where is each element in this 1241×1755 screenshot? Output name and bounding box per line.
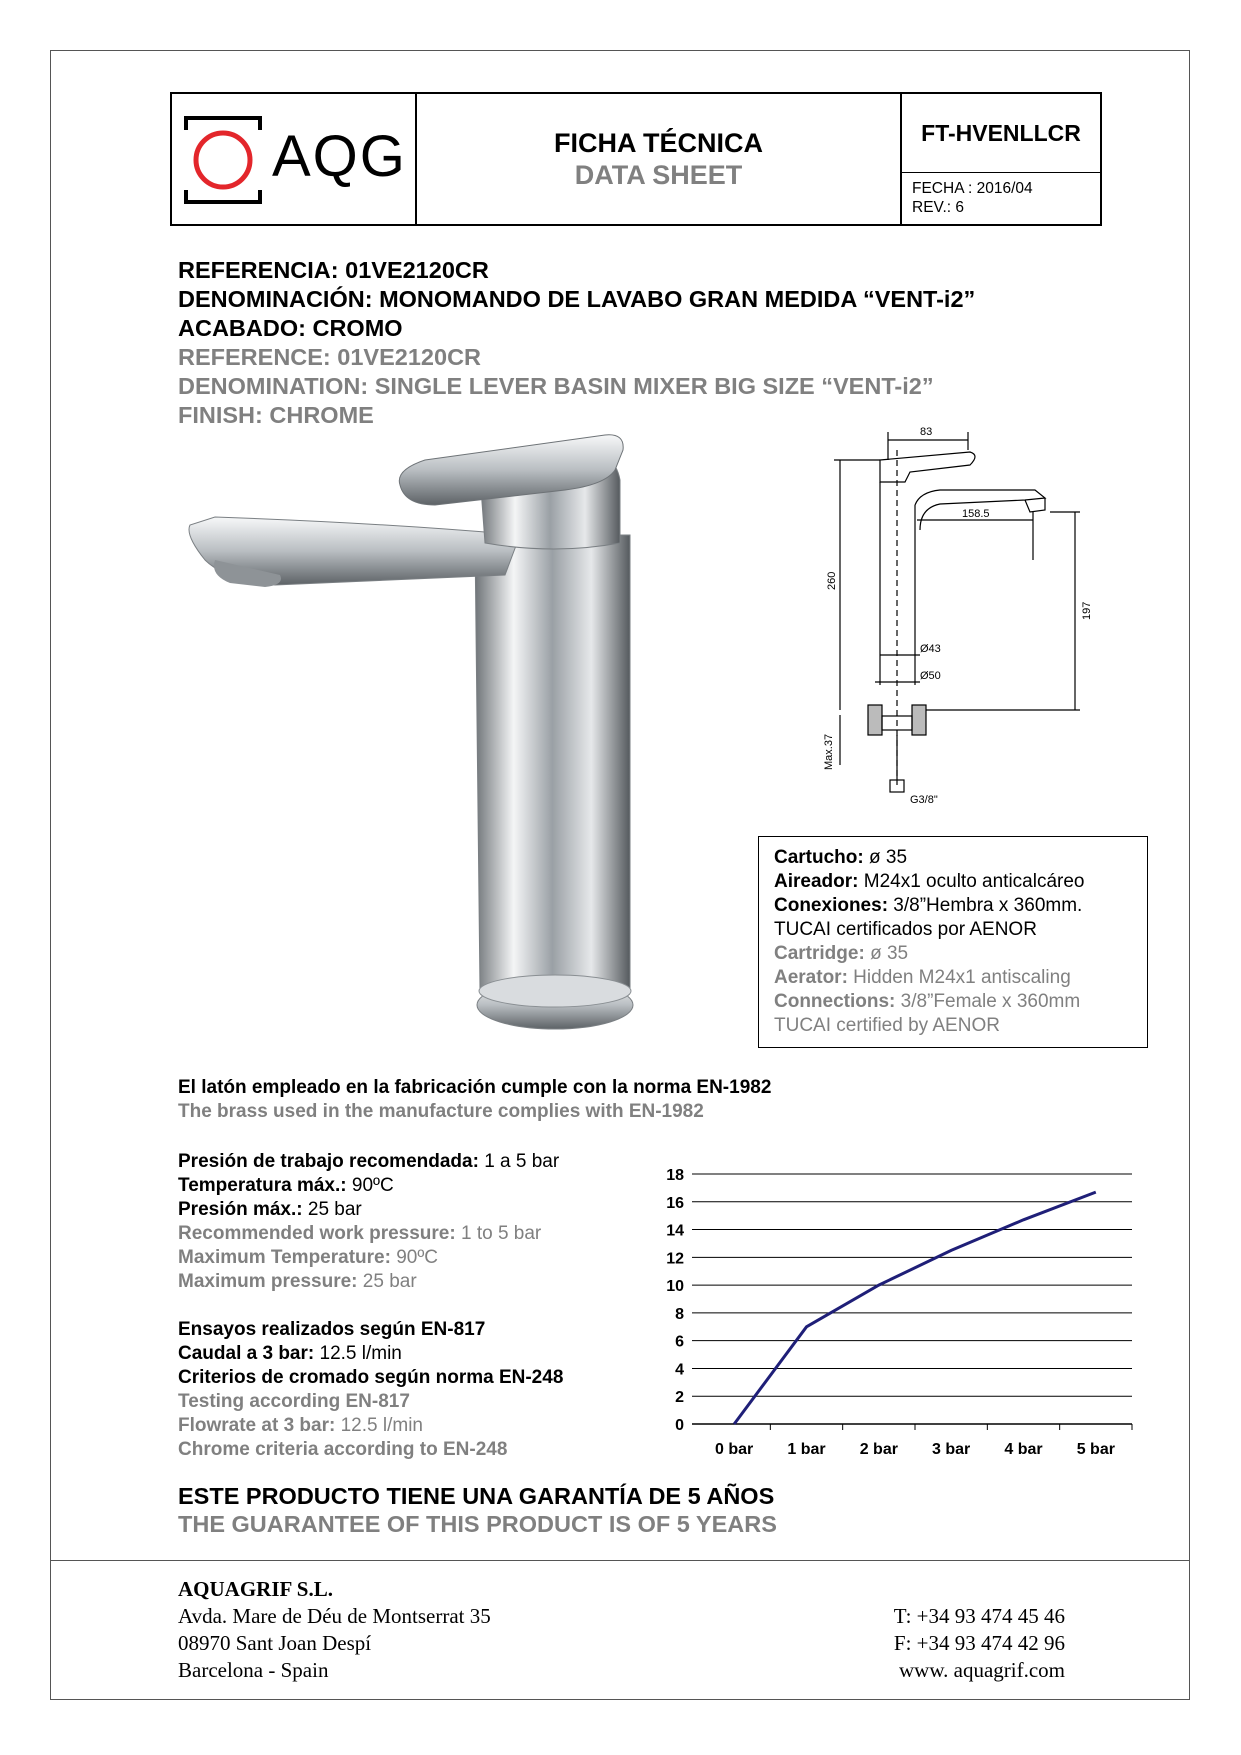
chart-y-tick-label: 18 <box>666 1167 684 1184</box>
finish-es: ACABADO: CROMO <box>178 315 403 341</box>
footer-contact <box>850 1603 1065 1684</box>
logo-text: AQG <box>272 124 407 189</box>
document-code: FT-HVENLLCR <box>902 94 1100 173</box>
chart-y-tick-label: 10 <box>666 1278 684 1296</box>
dim-diam-43: Ø43 <box>920 643 941 655</box>
flowrate-en: Flowrate at 3 bar: 12.5 l/min <box>178 1415 423 1436</box>
footer-divider <box>50 1560 1190 1561</box>
chart-series-line <box>734 1192 1096 1424</box>
chart-y-tick-label: 0 <box>675 1417 684 1434</box>
spec-connections-en: Connections: 3/8”Female x 360mm <box>774 991 1081 1012</box>
address-line-1: Avda. Mare de Déu de Montserrat 35 <box>178 1604 491 1628</box>
chart-y-tick-label: 6 <box>675 1333 684 1351</box>
specs-box <box>758 836 1148 1048</box>
chart-x-tick-label: 0 bar <box>715 1441 754 1458</box>
chrome-criteria-en: Chrome criteria according to EN-248 <box>178 1439 508 1460</box>
logo-cell <box>172 94 417 224</box>
phone: T: +34 93 474 45 46 <box>893 1604 1065 1628</box>
title-es: FICHA TÉCNICA <box>554 128 763 158</box>
flowrate-es: Caudal a 3 bar: 12.5 l/min <box>178 1343 402 1364</box>
pressure-max-es: Presión máx.: 25 bar <box>178 1199 362 1220</box>
chart-x-tick-label: 3 bar <box>932 1441 971 1458</box>
chart-x-tick-label: 1 bar <box>787 1441 826 1458</box>
chart-y-tick-label: 8 <box>675 1305 684 1323</box>
footer-address <box>178 1576 491 1684</box>
chart-y-tick-label: 4 <box>675 1361 684 1379</box>
dim-197: 197 <box>1081 601 1093 620</box>
guarantee-en: THE GUARANTEE OF THIS PRODUCT IS OF 5 YEARS <box>178 1511 777 1537</box>
chart-y-tick-label: 12 <box>666 1250 684 1268</box>
faucet-photo <box>185 425 645 1045</box>
guarantee-es: ESTE PRODUCTO TIENE UNA GARANTÍA DE 5 AÑOS <box>178 1483 775 1509</box>
flow-chart <box>650 1160 1150 1470</box>
spec-cartridge-en: Cartridge: ø 35 <box>774 943 909 964</box>
pressure-work-en: Recommended work pressure: 1 to 5 bar <box>178 1223 542 1244</box>
title-cell <box>417 94 902 224</box>
spec-tucai-en: TUCAI certified by AENOR <box>774 1015 1000 1036</box>
chart-x-tick-label: 5 bar <box>1076 1441 1115 1458</box>
brass-en: The brass used in the manufacture complies with EN-1982 <box>178 1101 704 1122</box>
pressure-block <box>178 1150 559 1294</box>
website-link[interactable]: www. aquagrif.com <box>898 1658 1065 1682</box>
spec-tucai-es: TUCAI certificados por AENOR <box>774 919 1037 940</box>
ref-en: REFERENCE: 01VE2120CR <box>178 344 482 370</box>
address-line-2: 08970 Sant Joan Despí <box>178 1631 372 1655</box>
dim-g-3-8: G3/8" <box>910 794 938 806</box>
reference-block <box>178 256 975 430</box>
chart-y-tick-label: 16 <box>666 1194 684 1212</box>
fax: F: +34 93 474 42 96 <box>893 1631 1065 1655</box>
spec-aerator-en: Aerator: Hidden M24x1 antiscaling <box>774 967 1071 988</box>
spec-cartridge-es: Cartucho: ø 35 <box>774 847 908 868</box>
header-table <box>170 92 1102 226</box>
spec-aerator-es: Aireador: M24x1 oculto anticalcáreo <box>774 871 1085 892</box>
guarantee-block <box>178 1482 777 1538</box>
dim-260: 260 <box>826 571 838 590</box>
date-rev <box>902 173 1100 224</box>
chart-y-tick-label: 2 <box>675 1389 684 1407</box>
revision: REV.: 6 <box>912 199 964 216</box>
denomination-es: DENOMINACIÓN: MONOMANDO DE LAVABO GRAN MEDIDA “VENT-i2” <box>178 286 976 312</box>
brass-note <box>178 1076 771 1124</box>
pressure-work-es: Presión de trabajo recomendada: 1 a 5 bar <box>178 1151 560 1172</box>
temperature-es: Temperatura máx.: 90ºC <box>178 1175 394 1196</box>
temperature-en: Maximum Temperature: 90ºC <box>178 1247 439 1268</box>
ref-es: REFERENCIA: 01VE2120CR <box>178 257 489 283</box>
dim-83: 83 <box>920 426 933 438</box>
title-en: DATA SHEET <box>574 160 743 190</box>
code-cell <box>902 94 1100 224</box>
address-line-3: Barcelona - Spain <box>178 1658 329 1682</box>
company-name: AQUAGRIF S.L. <box>178 1577 333 1601</box>
tests-block <box>178 1318 563 1462</box>
chart-x-tick-label: 4 bar <box>1004 1441 1043 1458</box>
dim-158-5: 158.5 <box>962 508 990 520</box>
chart-y-tick-label: 14 <box>666 1222 684 1240</box>
finish-en: FINISH: CHROME <box>178 402 374 428</box>
aqg-logo-icon <box>184 116 262 204</box>
denomination-en: DENOMINATION: SINGLE LEVER BASIN MIXER BIG SIZE “VENT-i2” <box>178 373 934 399</box>
brass-es: El latón empleado en la fabricación cumple con la norma EN-1982 <box>178 1077 772 1098</box>
dim-max-37: Max.37 <box>823 733 835 770</box>
chart-x-tick-label: 2 bar <box>859 1441 898 1458</box>
dim-diam-50: Ø50 <box>920 670 941 682</box>
technical-drawing <box>820 420 1120 820</box>
chrome-criteria-es: Criterios de cromado según norma EN-248 <box>178 1367 564 1388</box>
date: FECHA : 2016/04 <box>912 180 1033 197</box>
test-standard-es: Ensayos realizados según EN-817 <box>178 1319 486 1340</box>
spec-connections-es: Conexiones: 3/8”Hembra x 360mm. <box>774 895 1083 916</box>
test-standard-en: Testing according EN-817 <box>178 1391 410 1412</box>
pressure-max-en: Maximum pressure: 25 bar <box>178 1271 417 1292</box>
